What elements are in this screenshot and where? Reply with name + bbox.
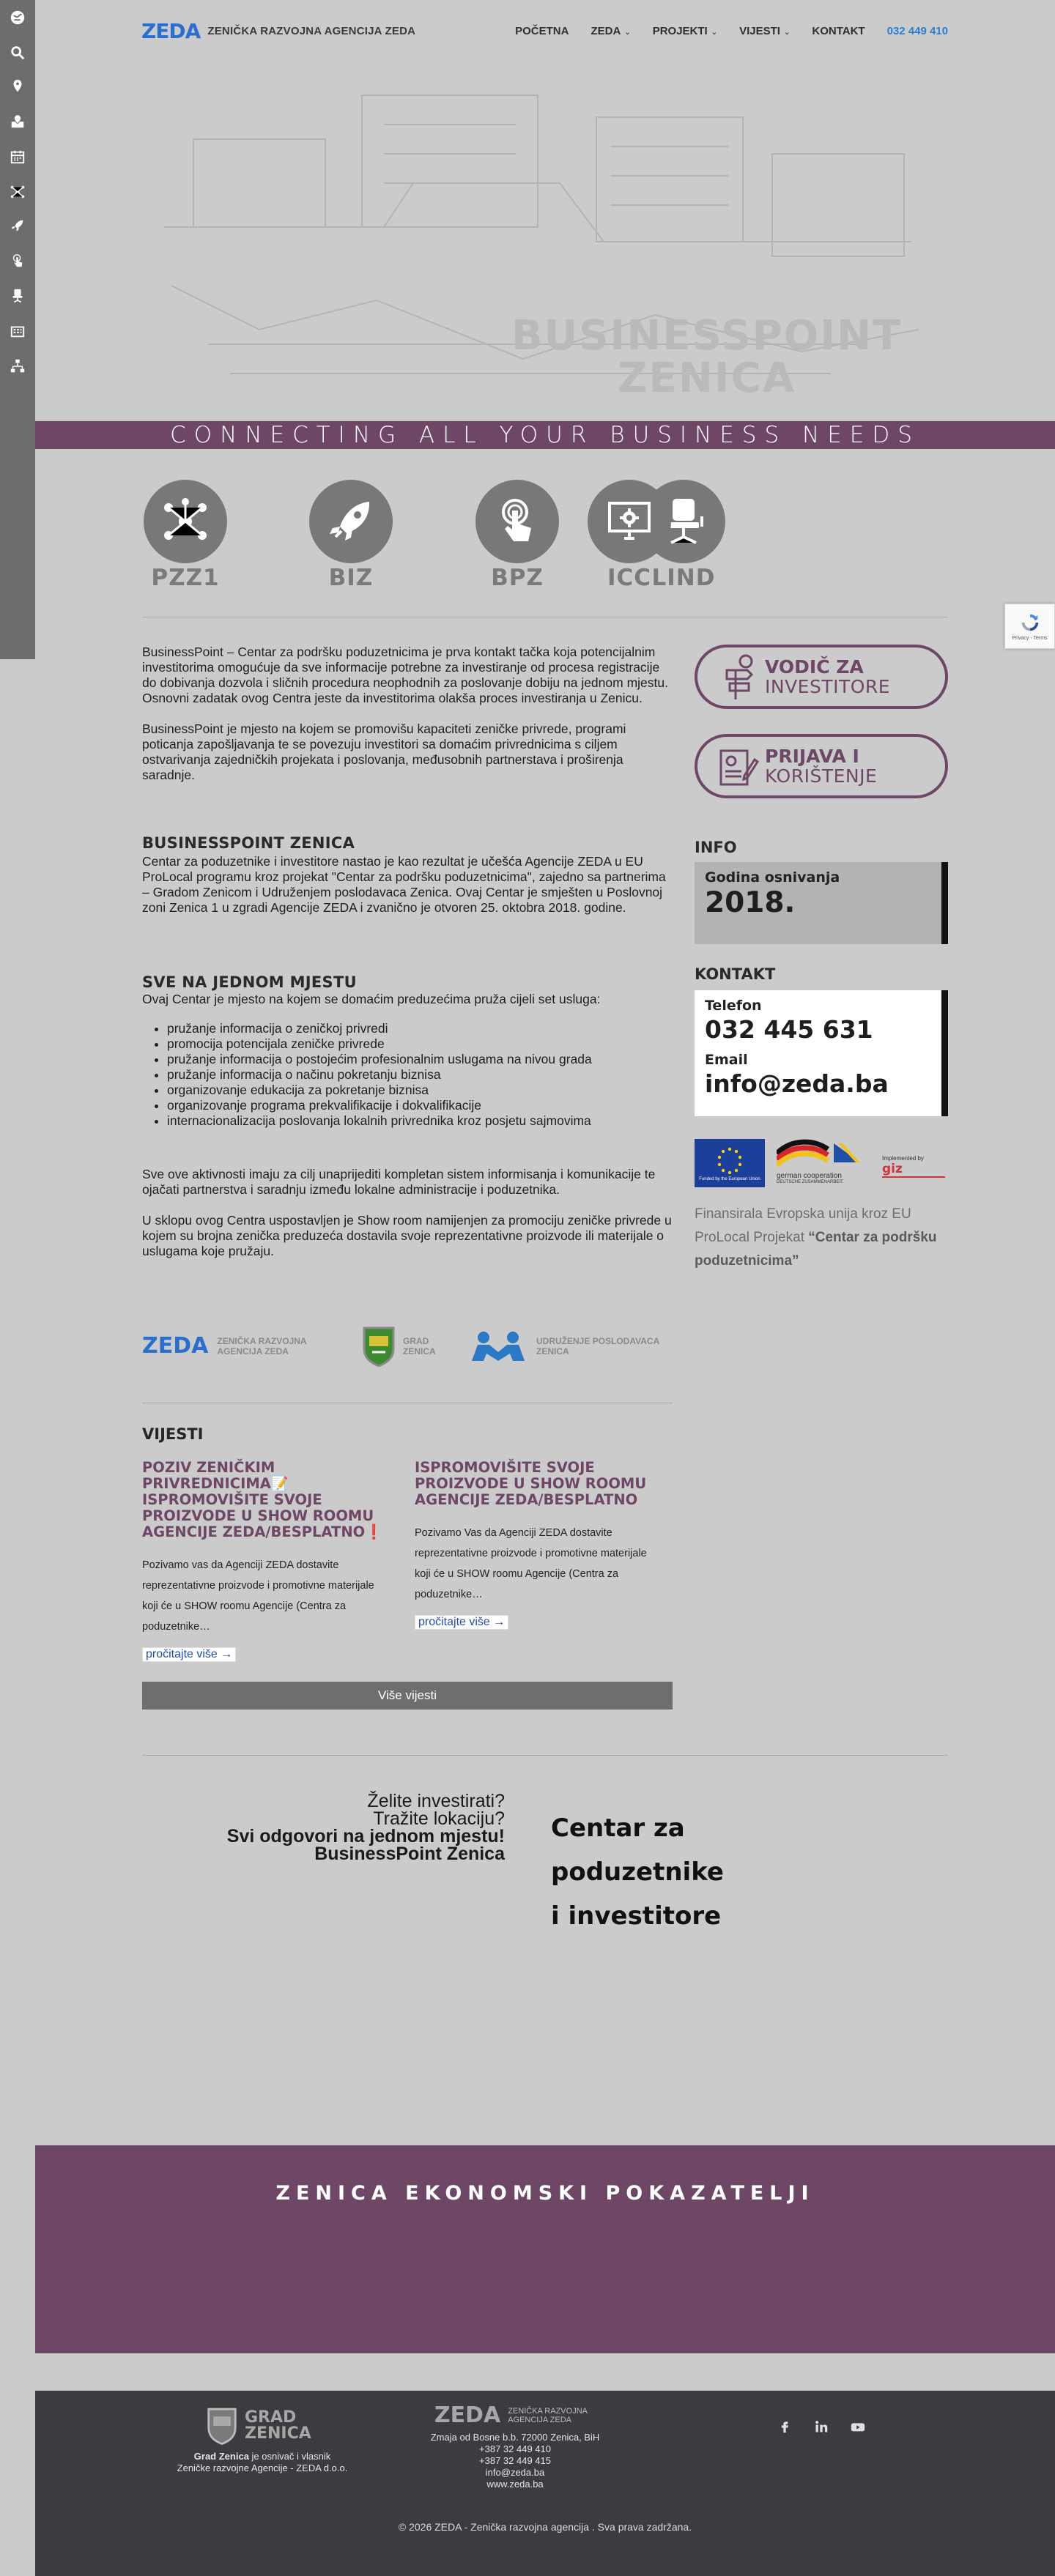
pill-bold-text: PRIJAVA I bbox=[765, 746, 859, 767]
service-bpz[interactable] bbox=[474, 480, 560, 591]
footer-zeda-logo[interactable] bbox=[416, 2402, 614, 2428]
hero-caption-line1: BUSINESSPOINT bbox=[511, 312, 903, 360]
registration-button[interactable] bbox=[695, 734, 948, 798]
services-section bbox=[142, 975, 673, 1259]
partner-zeda-logo[interactable] bbox=[142, 1333, 327, 1359]
services-list bbox=[167, 1021, 673, 1129]
eu-stars-icon bbox=[708, 1145, 752, 1177]
email-value[interactable]: info@zeda.ba bbox=[705, 1069, 889, 1098]
investor-guide-label bbox=[765, 657, 890, 697]
registration-label bbox=[765, 746, 877, 786]
site-header bbox=[35, 0, 1055, 66]
nav-projects-label: PROJEKTI bbox=[652, 25, 708, 37]
service-label: PZZ1 bbox=[151, 565, 220, 591]
giz-logo bbox=[882, 1155, 948, 1178]
footer-grad-logo[interactable] bbox=[167, 2407, 358, 2445]
list-item: • internacionalizacija poslovanja lokalnih privrednika kroz posjetu sajmovima bbox=[167, 1113, 673, 1129]
nav-zeda[interactable] bbox=[591, 25, 630, 37]
accessibility-toolbar bbox=[0, 0, 35, 659]
touch-icon bbox=[475, 480, 559, 563]
cta-heading-line-3: i investitore bbox=[551, 1901, 722, 1931]
investor-guide-button[interactable] bbox=[695, 645, 948, 709]
copyright-text: © 2026 ZEDA - Zenička razvojna agencija . Sva prava zadržana. bbox=[398, 2521, 692, 2533]
cta-line-1: Želite investirati? bbox=[367, 1791, 505, 1811]
service-icons bbox=[142, 480, 716, 597]
eu-funding-caption bbox=[695, 1203, 948, 1273]
rocket-icon[interactable] bbox=[9, 217, 26, 234]
services-paragraph-1: Sve ove aktivnosti imaju za cilj unaprijediti kompletan sistem informisanja i komunikacije te ojačati partnerstva i saradnju između lokalne administracije i poduzetnika. bbox=[142, 1167, 656, 1197]
monitor-gear-icon bbox=[588, 480, 671, 563]
location-icon[interactable] bbox=[9, 78, 26, 95]
intro-section bbox=[142, 645, 673, 783]
footer-website[interactable]: www.zeda.ba bbox=[486, 2479, 544, 2490]
founded-value: 2018. bbox=[705, 886, 796, 919]
read-more-link[interactable]: pročitajte više → bbox=[415, 1615, 508, 1630]
recaptcha-icon bbox=[1019, 612, 1041, 634]
coat-of-arms-icon bbox=[362, 1326, 396, 1367]
giz-caption: Implemented by bbox=[882, 1155, 924, 1162]
chevron-down-icon: ⌄ bbox=[624, 29, 631, 37]
partner-grad-text: GRAD ZENICA bbox=[403, 1336, 436, 1356]
list-item: • pružanje informacija o postojećim profesionalnim uslugama na nivou grada bbox=[167, 1052, 673, 1067]
footer-grad-bold: Grad Zenica bbox=[193, 2451, 249, 2462]
pill-bold-text: VODIČ ZA bbox=[765, 656, 864, 678]
news-title: VIJESTI bbox=[142, 1425, 204, 1443]
touch-icon[interactable] bbox=[9, 252, 26, 270]
services-intro: Ovaj Centar je mjesto na kojem se domaćim preduzećima pruža cijeli set usluga: bbox=[142, 992, 601, 1006]
list-item: • organizovanje edukacija za pokretanje biznisa bbox=[167, 1083, 673, 1098]
tagline-banner bbox=[35, 421, 1055, 449]
nav-home[interactable] bbox=[515, 25, 569, 37]
service-biz[interactable] bbox=[308, 480, 394, 591]
partner-logos bbox=[142, 1326, 673, 1367]
form-icon bbox=[715, 743, 759, 789]
map-pin-icon[interactable] bbox=[9, 113, 26, 130]
founded-box bbox=[695, 862, 948, 944]
eu-caption-text: Finansirala Evropska unija kroz EU ProLocal Projekat bbox=[695, 1206, 911, 1245]
calendar-icon[interactable] bbox=[9, 148, 26, 166]
about-text: Centar za poduzetnike i investitore nastao je kao rezultat je učešća Agencije ZEDA u EU ProLocal programu kroz projekat "Centar za podršku poduzetnicima", zajedno sa partnerima – Gradom Zenicom i Udruženjem poslodavaca Zenica. Ovaj Centar je smješten u Poslovnoj zoni Zenica 1 u zgradi Agencije ZEDA i zvanično je otvoren 25. oktobra 2018. godine. bbox=[142, 854, 666, 915]
coat-of-arms-icon bbox=[207, 2407, 237, 2445]
globe-icon[interactable] bbox=[9, 9, 26, 26]
email-label: Email bbox=[705, 1052, 748, 1068]
footer-grad-block bbox=[167, 2407, 358, 2474]
linkedin-icon[interactable] bbox=[813, 2419, 829, 2435]
hero-caption-line2: ZENICA bbox=[618, 355, 796, 402]
intro-paragraph-1: BusinessPoint – Centar za podršku poduzetnicima je prva kontakt tačka koja potencijalnim investitorima omogućuje da sve informacije potrebne za investiranje od procesa registracije do dobivanja dozvola i sličnih procedura neophodnih za poslovanje dobiju na jednom mjestu. Osnovni zadatak ovog Centra jeste da investitorima olakša proces investiranja u Zenicu. bbox=[142, 645, 668, 705]
recaptcha-links[interactable]: Privacy - Terms bbox=[1012, 636, 1048, 641]
logo-mark: ZEDA bbox=[141, 19, 201, 43]
logo-text: ZENIČKA RAZVOJNA AGENCIJA ZEDA bbox=[207, 25, 416, 37]
contact-box bbox=[695, 990, 948, 1116]
search-icon[interactable] bbox=[9, 44, 26, 62]
facebook-icon[interactable] bbox=[777, 2419, 793, 2435]
footer-grad-line-1-text: je osnivač i vlasnik bbox=[248, 2451, 331, 2462]
cta-heading-line-2: poduzetnike bbox=[551, 1857, 724, 1887]
german-cooperation-text: german cooperation bbox=[777, 1172, 842, 1180]
nav-home-label: POČETNA bbox=[515, 25, 569, 37]
contact-heading: KONTAKT bbox=[695, 965, 776, 983]
list-item: • pružanje informacija o zeničkoj privredi bbox=[167, 1021, 673, 1036]
footer-phone-2[interactable]: +387 32 449 415 bbox=[479, 2455, 551, 2466]
service-label: BPZ bbox=[491, 565, 544, 591]
footer-email[interactable]: info@zeda.ba bbox=[485, 2467, 545, 2478]
footer-grad-line-2: Zeničke razvojne Agencije - ZEDA d.o.o. bbox=[177, 2462, 348, 2473]
network-icon bbox=[144, 480, 227, 563]
people-handshake-icon bbox=[469, 1330, 528, 1362]
nav-projects[interactable] bbox=[653, 25, 717, 37]
intro-paragraph-2: BusinessPoint je mjesto na kojem se promovišu kapaciteti zeničke privrede, programi poticanja zapošljavanja te se povezuju investitori sa domaćim privrednicima s ciljem ostvarivanja zajedničkih projekata i poslovanja, međusobnih partnerstava i proširenja saradnje. bbox=[142, 721, 626, 782]
social-links bbox=[777, 2419, 866, 2435]
nav-contact[interactable] bbox=[812, 25, 865, 37]
more-news-button[interactable]: Više vijesti bbox=[142, 1682, 673, 1710]
chevron-down-icon: ⌄ bbox=[711, 29, 718, 37]
pill-light-text: KORIŠTENJE bbox=[765, 765, 878, 787]
divider bbox=[142, 1755, 948, 1756]
news-headline[interactable]: ISPROMOVIŠITE SVOJE PROIZVODE U SHOW ROOMU AGENCIJE ZEDA/BESPLATNO bbox=[415, 1459, 647, 1508]
german-flag-icon bbox=[777, 1139, 869, 1168]
partner-udruzenje-text: UDRUŽENJE POSLODAVACA ZENICA bbox=[536, 1336, 659, 1356]
footer-address: Zmaja od Bosne b.b. 72000 Zenica, BiH bbox=[430, 2432, 600, 2443]
footer-zeda-name: ZENIČKA RAZVOJNA AGENCIJA ZEDA bbox=[508, 2407, 588, 2424]
recaptcha-badge[interactable] bbox=[1004, 604, 1055, 649]
news-headline[interactable]: POZIV ZENIČKIM PRIVREDNICIMA📝 ISPROMOVIŠITE SVOJE PROIZVODE U SHOW ROOMU AGENCIJE ZEDA/BESPLATNO❗ bbox=[142, 1459, 383, 1540]
news-excerpt: Pozivamo Vas da Agenciji ZEDA dostavite reprezentativne proizvode i promotivne materijale koji će u SHOW roomu Agencije (Centra za poduzetnike… bbox=[415, 1527, 647, 1600]
hero-image bbox=[35, 66, 1055, 421]
service-label: ICC bbox=[607, 565, 652, 591]
nav-news[interactable] bbox=[739, 25, 790, 37]
chair-icon[interactable] bbox=[9, 287, 26, 305]
cta-questions bbox=[107, 1792, 505, 1863]
partner-zeda-mark: ZEDA bbox=[142, 1333, 209, 1359]
about-section bbox=[142, 836, 673, 916]
service-label: LIND bbox=[651, 565, 716, 591]
read-more-link[interactable]: pročitajte više → bbox=[142, 1647, 236, 1662]
footer-zeda-block bbox=[416, 2402, 614, 2490]
economic-indicators-title: ZENICA EKONOMSKI POKAZATELJI bbox=[275, 2182, 815, 2205]
signpost-icon bbox=[715, 654, 759, 699]
tagline-text: CONNECTING ALL YOUR BUSINESS NEEDS bbox=[170, 422, 920, 448]
services-paragraph-2: U sklopu ovog Centra uspostavljen je Show room namijenjen za promociju zeničke privrede u kojem su brojna zenička preduzeća dostavila svoje reprezentativne proizvode ili materijale o uslugama koje pružaju. bbox=[142, 1213, 672, 1258]
nav-zeda-label: ZEDA bbox=[591, 25, 621, 37]
partner-grad-logo[interactable] bbox=[362, 1326, 447, 1367]
cta-line-2: Tražite lokaciju? bbox=[373, 1808, 505, 1829]
eu-logo-caption: Funded by the European Union bbox=[699, 1177, 760, 1181]
list-item: • promocija potencijala zeničke privrede bbox=[167, 1036, 673, 1052]
list-item: • pružanje informacija o načinu pokretanju biznisa bbox=[167, 1067, 673, 1083]
german-cooperation-subtext: DEUTSCHE ZUSAMMENARBEIT bbox=[777, 1180, 843, 1184]
cta-heading bbox=[551, 1806, 724, 1938]
nav-phone-link[interactable]: 032 449 410 bbox=[886, 25, 948, 37]
pill-light-text: INVESTITORE bbox=[765, 676, 891, 697]
partner-udruzenje-logo[interactable] bbox=[469, 1330, 683, 1362]
news-card bbox=[142, 1460, 388, 1662]
footer-grad-line-1 bbox=[167, 2451, 358, 2462]
giz-text: giz bbox=[882, 1162, 945, 1178]
chevron-down-icon: ⌄ bbox=[783, 29, 791, 37]
cta-line-3: Svi odgovori na jednom mjestu! bbox=[226, 1826, 505, 1846]
cta-heading-line-1: Centar za bbox=[551, 1814, 685, 1843]
network-icon[interactable] bbox=[9, 183, 26, 201]
service-label: BIZ bbox=[328, 565, 374, 591]
org-chart-icon[interactable] bbox=[9, 357, 26, 375]
service-pzz1[interactable] bbox=[142, 480, 229, 591]
building-icon[interactable] bbox=[9, 322, 26, 340]
site-footer bbox=[35, 2391, 1055, 2576]
funding-logos bbox=[695, 1139, 948, 1190]
footer-zeda-mark: ZEDA bbox=[434, 2402, 501, 2428]
phone-label: Telefon bbox=[705, 998, 762, 1014]
services-title: SVE NA JEDNOM MJESTU bbox=[142, 973, 357, 991]
news-excerpt: Pozivamo vas da Agenciji ZEDA dostavite reprezentativne proizvode i promotivne materijale koji će u SHOW roomu Agencije (Centra za poduzetnike… bbox=[142, 1559, 374, 1633]
service-icc[interactable] bbox=[586, 480, 673, 591]
list-item: • organizovanje programa prekvalifikacije i dokvalifikacije bbox=[167, 1098, 673, 1113]
cta-line-4: BusinessPoint Zenica bbox=[314, 1844, 505, 1864]
german-cooperation-logo bbox=[777, 1139, 869, 1187]
info-heading: INFO bbox=[695, 839, 737, 856]
hero-caption bbox=[511, 312, 903, 402]
footer-grad-logo-text: GRAD ZENICA bbox=[245, 2408, 311, 2443]
partner-zeda-text: ZENIČKA RAZVOJNA AGENCIJA ZEDA bbox=[217, 1335, 307, 1356]
economic-indicators-section bbox=[35, 2145, 1055, 2353]
nav-contact-label: KONTAKT bbox=[812, 25, 865, 37]
nav-news-label: VIJESTI bbox=[739, 25, 780, 37]
youtube-icon[interactable] bbox=[850, 2419, 866, 2435]
main-nav bbox=[515, 25, 948, 37]
phone-value[interactable]: 032 445 631 bbox=[705, 1015, 873, 1044]
footer-phone-1[interactable]: +387 32 449 410 bbox=[479, 2443, 551, 2454]
eu-flag-logo bbox=[695, 1139, 765, 1187]
eu-caption-bold: “Centar za podršku poduzetnicima” bbox=[695, 1230, 937, 1269]
news-card bbox=[415, 1460, 661, 1630]
founded-label: Godina osnivanja bbox=[705, 869, 840, 886]
about-title: BUSINESSPOINT ZENICA bbox=[142, 834, 355, 852]
rocket-icon bbox=[309, 480, 393, 563]
site-logo[interactable] bbox=[141, 19, 415, 43]
